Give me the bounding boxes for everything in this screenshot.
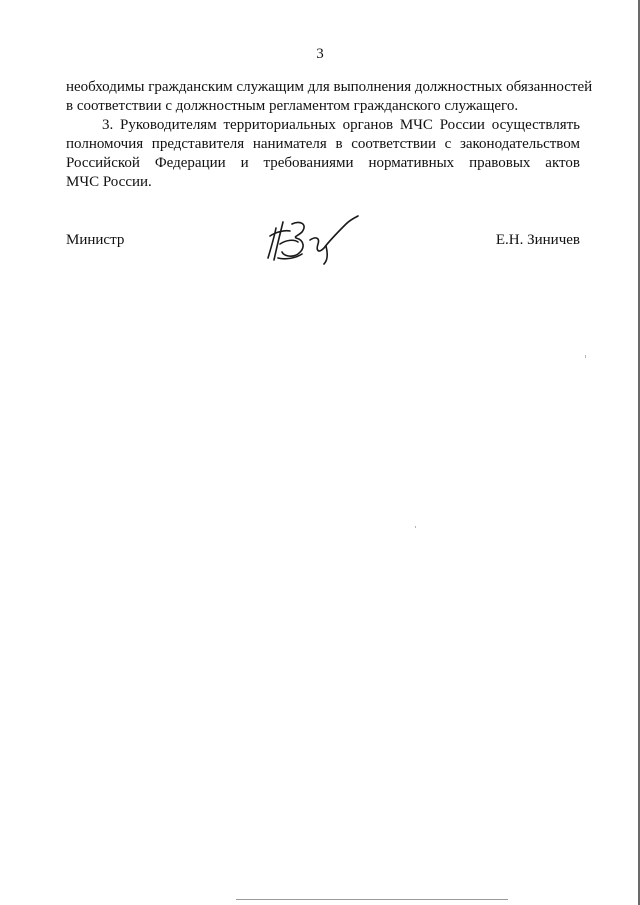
document-body (66, 78, 593, 192)
handwritten-signature (266, 214, 362, 266)
text-line: полномочия представителя нанимателя в соответствии с законодательством (66, 136, 580, 152)
paragraph-item-3 (66, 116, 580, 192)
scan-mark (415, 526, 416, 528)
scan-edge-line (236, 899, 508, 900)
text-line: необходимы гражданским служащим для выполнения должностных обязанностей (66, 79, 593, 95)
page-number: 3 (316, 46, 324, 62)
text-line: в соответствии с должностным регламентом гражданского служащего. (66, 98, 519, 114)
text-line: МЧС России. (66, 174, 152, 190)
scan-mark (585, 355, 586, 358)
paragraph-continuation (66, 78, 593, 116)
signer-name: Е.Н. Зиничев (495, 232, 580, 248)
text-line: 3. Руководителям территориальных органов МЧС России осуществлять (102, 117, 580, 133)
text-line: Российской Федерации и требованиями нормативных правовых актов (66, 155, 580, 171)
signer-position: Министр (66, 232, 125, 248)
